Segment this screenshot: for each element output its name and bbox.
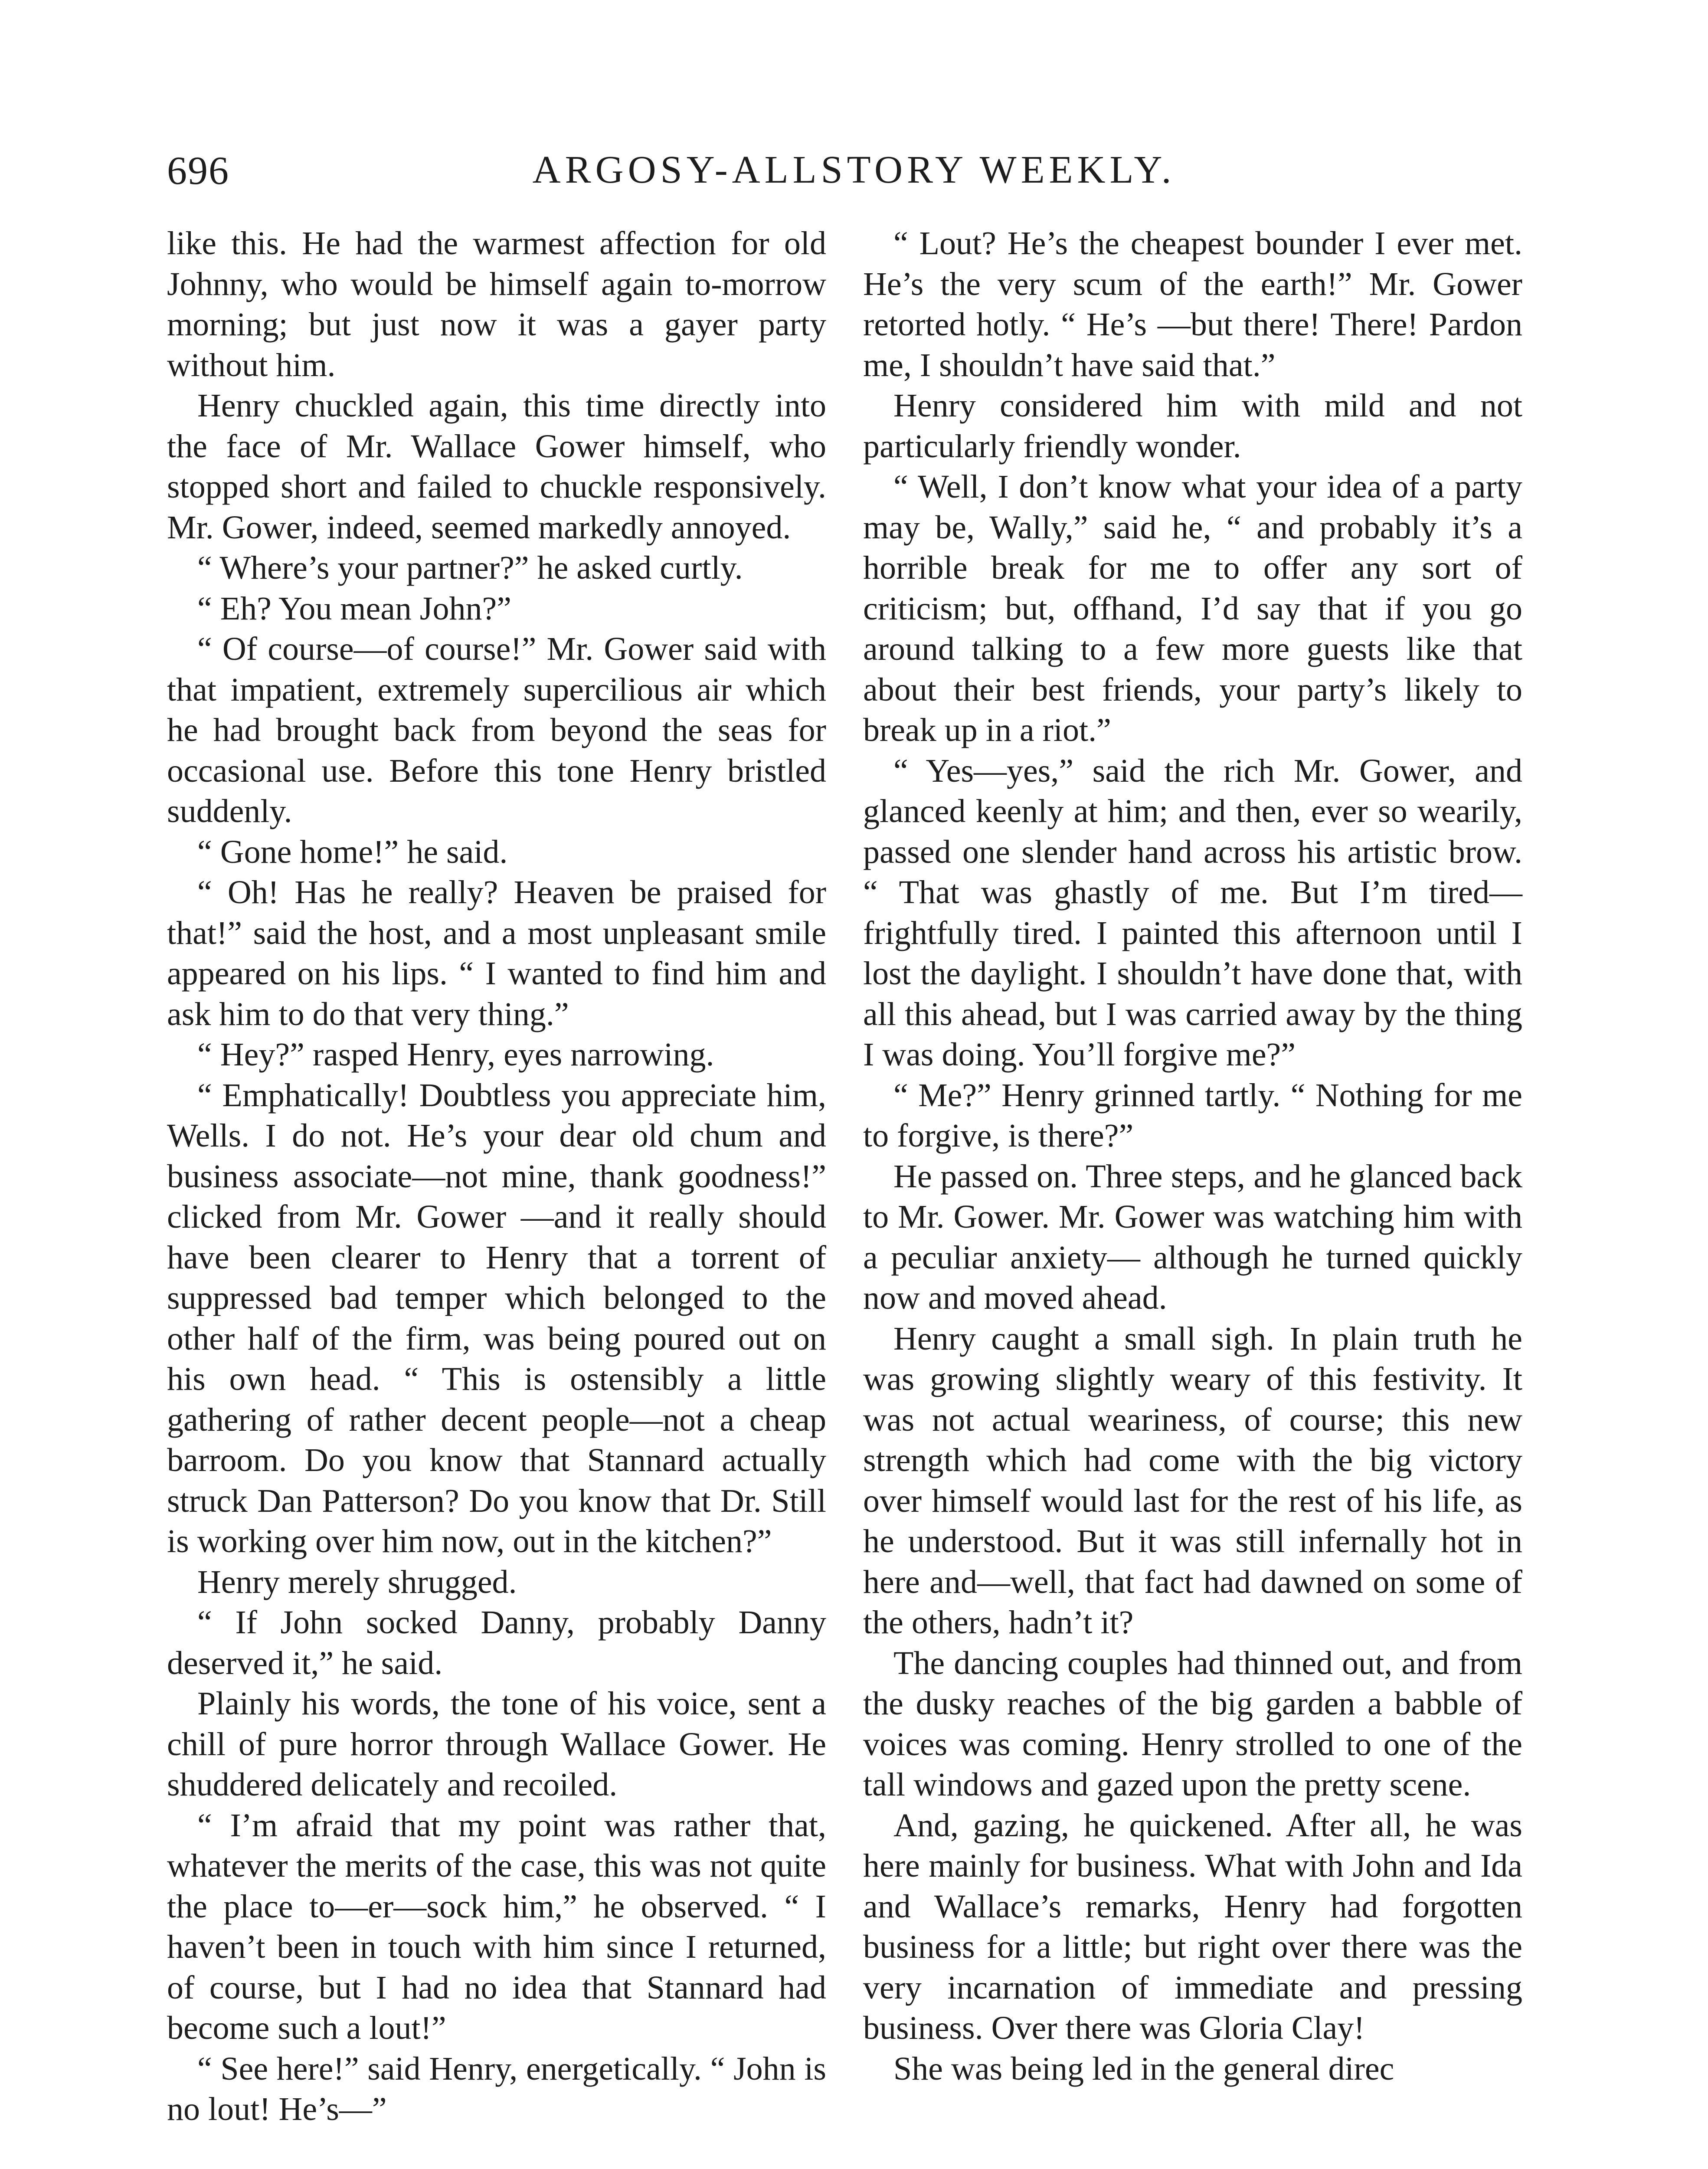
- paragraph: “ I’m afraid that my point was rather that, whatever the merits of the case, this was not quite the place to—er—sock him,” he observed. “ I haven’t been in touch with him since I returned, of course, but I had no idea that Stannard had become such a lout!”: [167, 1807, 826, 2046]
- paragraph: Henry caught a small sigh. In plain truth he was growing slightly weary of this festivity. It was not actual weariness, of course; this new strength which had come with the big victory over himself would last for the rest of his life, as he understood. But it was still infernally hot in here and—well, that fact had dawned on some of the others, hadn’t it?: [863, 1320, 1522, 1641]
- paragraph: like this. He had the warmest affection for old Johnny, who would be himself again to-morrow morning; but just now it was a gayer party without him.: [167, 225, 826, 383]
- paragraph: “ Well, I don’t know what your idea of a party may be, Wally,” said he, “ and probably it’s a horrible break for me to offer any sort of criticism; but, offhand, I’d say that if you go around talking to a few more guests like that about their best friends, your party’s likely to break up in a riot.”: [863, 469, 1522, 748]
- paragraph: “ Where’s your partner?” he asked curtly.: [197, 550, 743, 586]
- paragraph: Henry chuckled again, this time directly into the face of Mr. Wallace Gower himself, who stopped short and failed to chuckle responsively. Mr. Gower, indeed, seemed markedly annoyed.: [167, 387, 826, 546]
- page-number: 696: [167, 148, 229, 193]
- paragraph: And, gazing, he quickened. After all, he was here mainly for business. What with John and Ida and Wallace’s remarks, Henry had forgotten business for a little; but right over there was the very incarnation of immediate and pressing business. Over there was Gloria Clay!: [863, 1807, 1522, 2046]
- paragraph: The dancing couples had thinned out, and from the dusky reaches of the big garden a babble of voices was coming. Henry strolled to one of the tall windows and gazed upon the pretty scene.: [863, 1645, 1522, 1803]
- paragraph: “ Me?” Henry grinned tartly. “ Nothing for me to forgive, is there?”: [863, 1077, 1522, 1154]
- paragraph: “ Hey?” rasped Henry, eyes narrowing.: [197, 1036, 714, 1073]
- paragraph: “ Eh? You mean John?”: [197, 590, 511, 627]
- paragraph: “ Gone home!” he said.: [197, 833, 508, 870]
- paragraph: “ If John socked Danny, probably Danny deserved it,” he said.: [167, 1604, 826, 1681]
- left-column: [167, 223, 826, 2130]
- paragraph: “ Of course—of course!” Mr. Gower said with that impatient, extremely supercilious air which he had brought back from beyond the seas for occasional use. Before this tone Henry bristled suddenly.: [167, 631, 826, 829]
- paragraph: Plainly his words, the tone of his voice, sent a chill of pure horror through Wallace Gower. He shuddered delicately and recoiled.: [167, 1685, 826, 1803]
- paragraph: “ Oh! Has he really? Heaven be praised for that!” said the host, and a most unpleasant smile appeared on his lips. “ I wanted to find him and ask him to do that very thing.”: [167, 874, 826, 1032]
- paragraph: “ Lout? He’s the cheapest bounder I ever met. He’s the very scum of the earth!” Mr. Gower retorted hotly. “ He’s —but there! There! Pardon me, I shouldn’t have said that.”: [863, 225, 1522, 383]
- paragraph: He passed on. Three steps, and he glanced back to Mr. Gower. Mr. Gower was watching him with a peculiar anxiety— although he turned quickly now and moved ahead.: [863, 1158, 1522, 1316]
- paragraph: She was being led in the general direc: [893, 2050, 1394, 2087]
- paragraph: “ Yes—yes,” said the rich Mr. Gower, and glanced keenly at him; and then, ever so wearily, passed one slender hand across his artistic brow. “ That was ghastly of me. But I’m tired—frightfully tired. I painted this afternoon until I lost the daylight. I shouldn’t have done that, with all this ahead, but I was carried away by the thing I was doing. You’ll forgive me?”: [863, 752, 1522, 1073]
- paragraph: Henry considered him with mild and not particularly friendly wonder.: [863, 387, 1522, 465]
- right-column: [863, 223, 1522, 2089]
- paragraph: Henry merely shrugged.: [197, 1563, 517, 1600]
- paragraph: “ Emphatically! Doubtless you appreciate him, Wells. I do not. He’s your dear old chum and business associate—not mine, thank goodness!” clicked from Mr. Gower —and it really should have been clearer to Henry that a torrent of suppressed bad temper which belonged to the other half of the firm, was being poured out on his own head. “ This is ostensibly a little gathering of rather decent people—not a cheap barroom. Do you know that Stannard actually struck Dan Patterson? Do you know that Dr. Still is working over him now, out in the kitchen?”: [167, 1077, 826, 1560]
- running-head: ARGOSY-ALLSTORY WEEKLY.: [532, 148, 1176, 191]
- paragraph: “ See here!” said Henry, energetically. “ John is no lout! He’s—”: [167, 2050, 826, 2127]
